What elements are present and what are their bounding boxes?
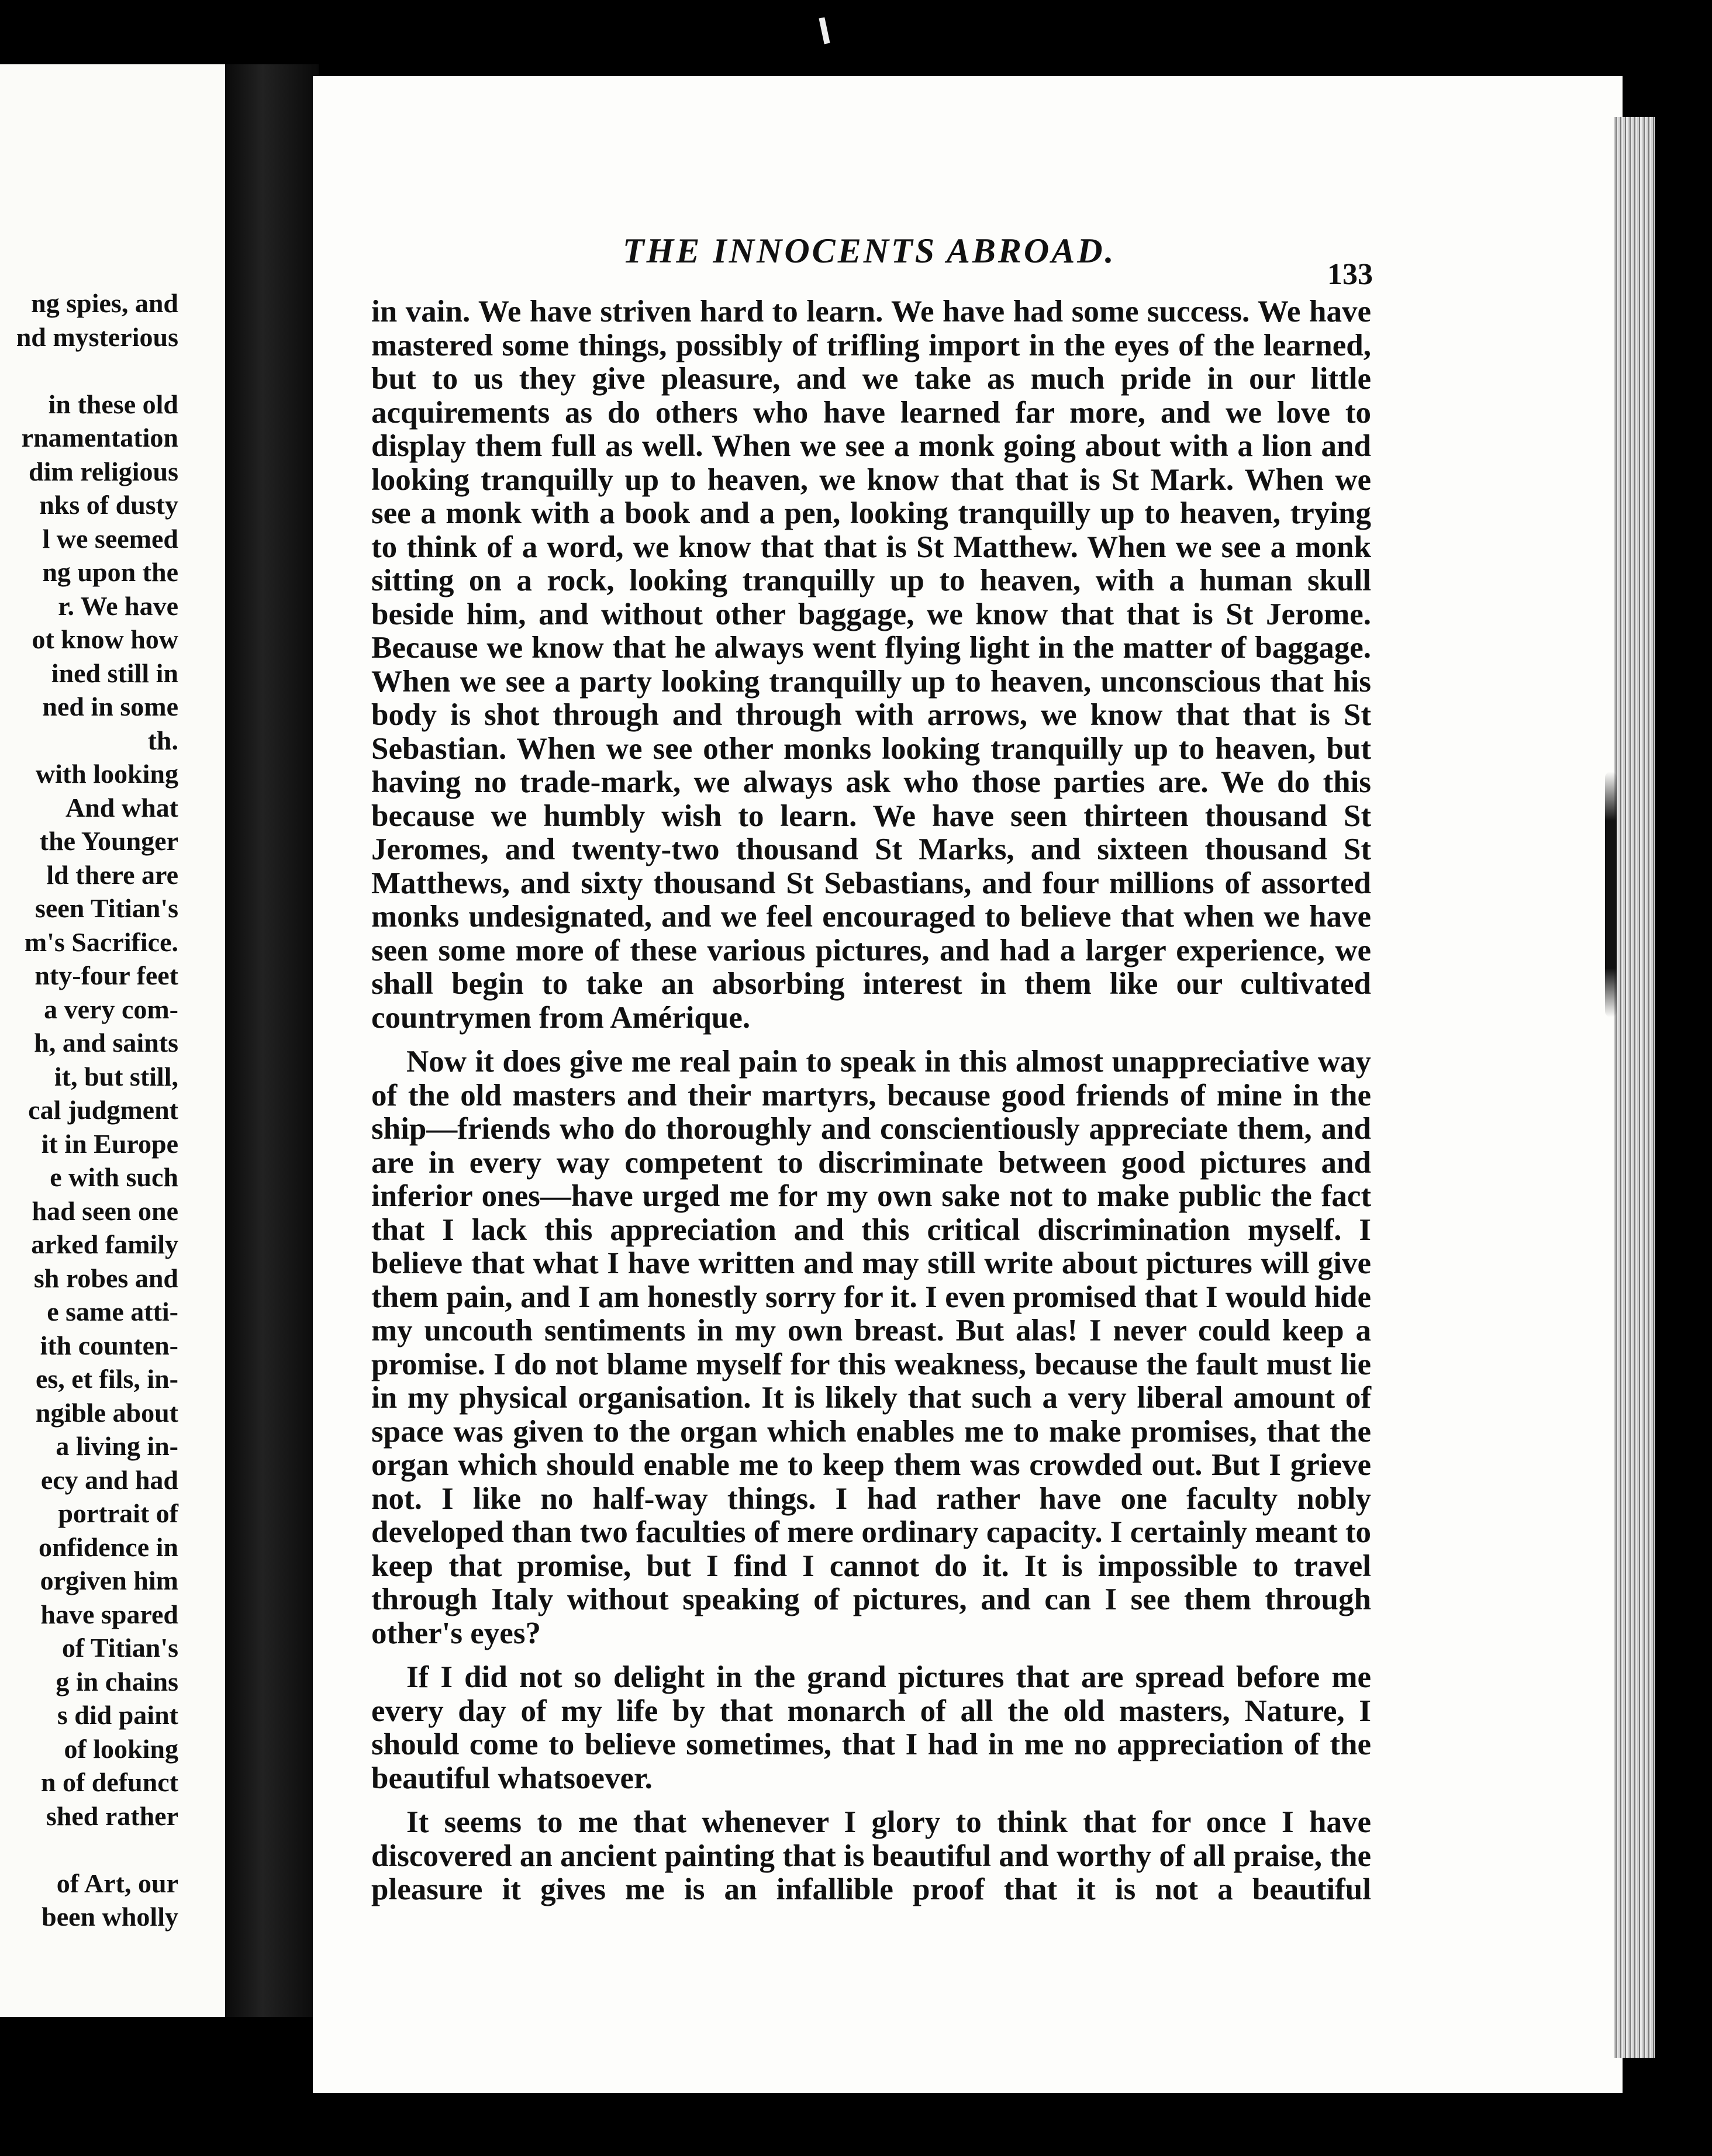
left-page-line: of looking bbox=[64, 1733, 178, 1764]
left-page-text bbox=[0, 286, 178, 1934]
left-page-line: it in Europe bbox=[41, 1128, 178, 1159]
left-page-line: ecy and had bbox=[40, 1464, 178, 1495]
paragraph-2: Now it does give me real pain to speak in this almost unappreciative way of the old masters and their martyrs, because good friends of mine in the ship—friends who do thoroughly and conscientiously appreciate them, and are in every way competent to discriminate between good pictures and inferior ones—have urged me for my own sake not to make public the fact that I lack this appreciation and this critical discrimination myself. I believe that what I have written and may still write about pictures will give them pain, and I am honestly sorry for it. I even promised that I would hide my uncouth sentiments in my own breast. But alas! I never could keep a promise. I do not blame myself for this weakness, because the fault must lie in my physical organisation. It is likely that such a very liberal amount of space was given to the organ which enables me to make promises, that the organ which should enable me to keep them was crowded out. But I grieve not. I like no half-way things. I had rather have one faculty nobly developed than two faculties of mere ordinary capacity. I certainly meant to keep that promise, but I find I cannot do it. It is impossible to travel through Italy without speaking of pictures, and can I see them through other's eyes? bbox=[371, 1045, 1371, 1650]
left-page-line: shed rather bbox=[46, 1801, 178, 1831]
page-number: 133 bbox=[1327, 258, 1373, 291]
left-page-line bbox=[0, 354, 178, 388]
paragraph-1: in vain. We have striven hard to learn. We have had some success. We have mastered some things, possibly of trifling import in the eyes of the learned, but to us they give pleasure, and we take as much pride in our little acquirements as do others who have learned far more, and we love to display them full as well. When we see a monk going about with a lion and looking tranquilly up to heaven, we know that that is St Mark. When we see a monk with a book and a pen, looking tranquilly up to heaven, trying to think of a word, we know that that is St Matthew. When we see a monk sitting on a rock, looking tranquilly up to heaven, with a human skull beside him, and without other baggage, we know that that is St Jerome. Because we know that he always went flying light in the matter of baggage. When we see a party looking tranquilly up to heaven, unconscious that his body is shot through and through with arrows, we know that that is St Sebastian. When we see other monks looking tranquilly up to heaven, but having no trade-mark, we always ask who those parties are. We do this because we humbly wish to learn. We have seen thirteen thousand St Jeromes, and twenty-two thousand St Marks, and sixteen thousand St Matthews, and sixty thousand St Sebastians, and four millions of assorted monks undesignated, and we feel encouraged to believe that when we have seen some more of these various pictures, and had a larger experience, we shall begin to take an absorbing interest in them like our cultivated countrymen from Amérique. bbox=[371, 295, 1371, 1035]
left-page-line: dim religious bbox=[28, 456, 178, 486]
left-page-line: ng upon the bbox=[42, 557, 178, 587]
left-page-line: rnamentation bbox=[21, 423, 178, 452]
left-page-line: ned in some bbox=[42, 692, 178, 721]
page-edges bbox=[1614, 117, 1655, 2058]
left-page-line: es, et fils, in- bbox=[35, 1364, 178, 1394]
ink-mark bbox=[1605, 772, 1617, 1017]
left-page-line bbox=[0, 1833, 178, 1867]
left-page-line: s did paint bbox=[57, 1700, 178, 1730]
left-page-line: ld there are bbox=[46, 859, 178, 890]
left-page-line: m's Sacrifice. bbox=[24, 927, 178, 957]
left-page-line: l we seemed bbox=[42, 523, 178, 554]
left-page-line: nks of dusty bbox=[39, 490, 178, 520]
left-page-line: e same atti- bbox=[47, 1297, 178, 1326]
left-page-line: e with such bbox=[50, 1162, 178, 1192]
left-page-line: ng spies, and bbox=[31, 288, 178, 318]
left-page-line: have spared bbox=[40, 1599, 178, 1629]
left-page-line: had seen one bbox=[32, 1196, 178, 1226]
paragraph-3: If I did not so delight in the grand pictures that are spread before me every day of my life by that monarch of all the old masters, Nature, I should come to believe sometimes, that I had in me no appreciation of the beautiful whatsoever. bbox=[371, 1660, 1371, 1795]
left-page-line: ith counten- bbox=[40, 1330, 178, 1360]
left-page-line: it, but still, bbox=[54, 1061, 178, 1091]
left-page-line: of Titian's bbox=[62, 1633, 178, 1663]
left-page-line: the Younger bbox=[39, 826, 178, 856]
left-page-line: with looking bbox=[35, 759, 178, 789]
left-page-line: ot know how bbox=[32, 624, 178, 654]
right-page bbox=[313, 76, 1623, 2093]
left-page-line: portrait of bbox=[58, 1498, 178, 1528]
left-page-line: onfidence in bbox=[39, 1532, 178, 1562]
paragraph-4: It seems to me that whenever I glory to think that for once I have discovered an ancient painting that is beautiful and worthy of all praise, the pleasure it gives me is an infallible proof that it is not a beautiful bbox=[371, 1805, 1371, 1906]
left-page-line: h, and saints bbox=[34, 1028, 178, 1058]
left-page-line: th. bbox=[147, 725, 178, 755]
running-title: THE INNOCENTS ABROAD. bbox=[623, 232, 1116, 270]
body-text bbox=[371, 295, 1371, 1907]
left-page-line: seen Titian's bbox=[35, 893, 178, 923]
left-page-line: in these old bbox=[48, 389, 178, 419]
left-page-line: cal judgment bbox=[28, 1095, 178, 1125]
page-header bbox=[623, 231, 1441, 271]
left-facing-page bbox=[0, 64, 225, 2017]
left-page-line: r. We have bbox=[58, 590, 178, 621]
left-page-line: nd mysterious bbox=[16, 322, 178, 352]
left-page-line: ined still in bbox=[51, 658, 178, 688]
left-page-line: a living in- bbox=[56, 1431, 178, 1461]
left-page-line: g in chains bbox=[56, 1666, 178, 1697]
left-page-line: arked family bbox=[31, 1229, 178, 1259]
left-page-line: n of defunct bbox=[40, 1767, 178, 1797]
book-gutter bbox=[225, 64, 319, 2017]
left-page-line: sh robes and bbox=[33, 1263, 178, 1293]
left-page-line: a very com- bbox=[44, 994, 178, 1024]
left-page-line: And what bbox=[65, 792, 178, 823]
left-page-line: nty-four feet bbox=[34, 960, 178, 990]
left-page-line: of Art, our bbox=[56, 1868, 178, 1898]
left-page-line: ngible about bbox=[35, 1397, 178, 1428]
left-page-line: orgiven him bbox=[40, 1566, 178, 1595]
left-page-line: been wholly bbox=[42, 1902, 178, 1932]
